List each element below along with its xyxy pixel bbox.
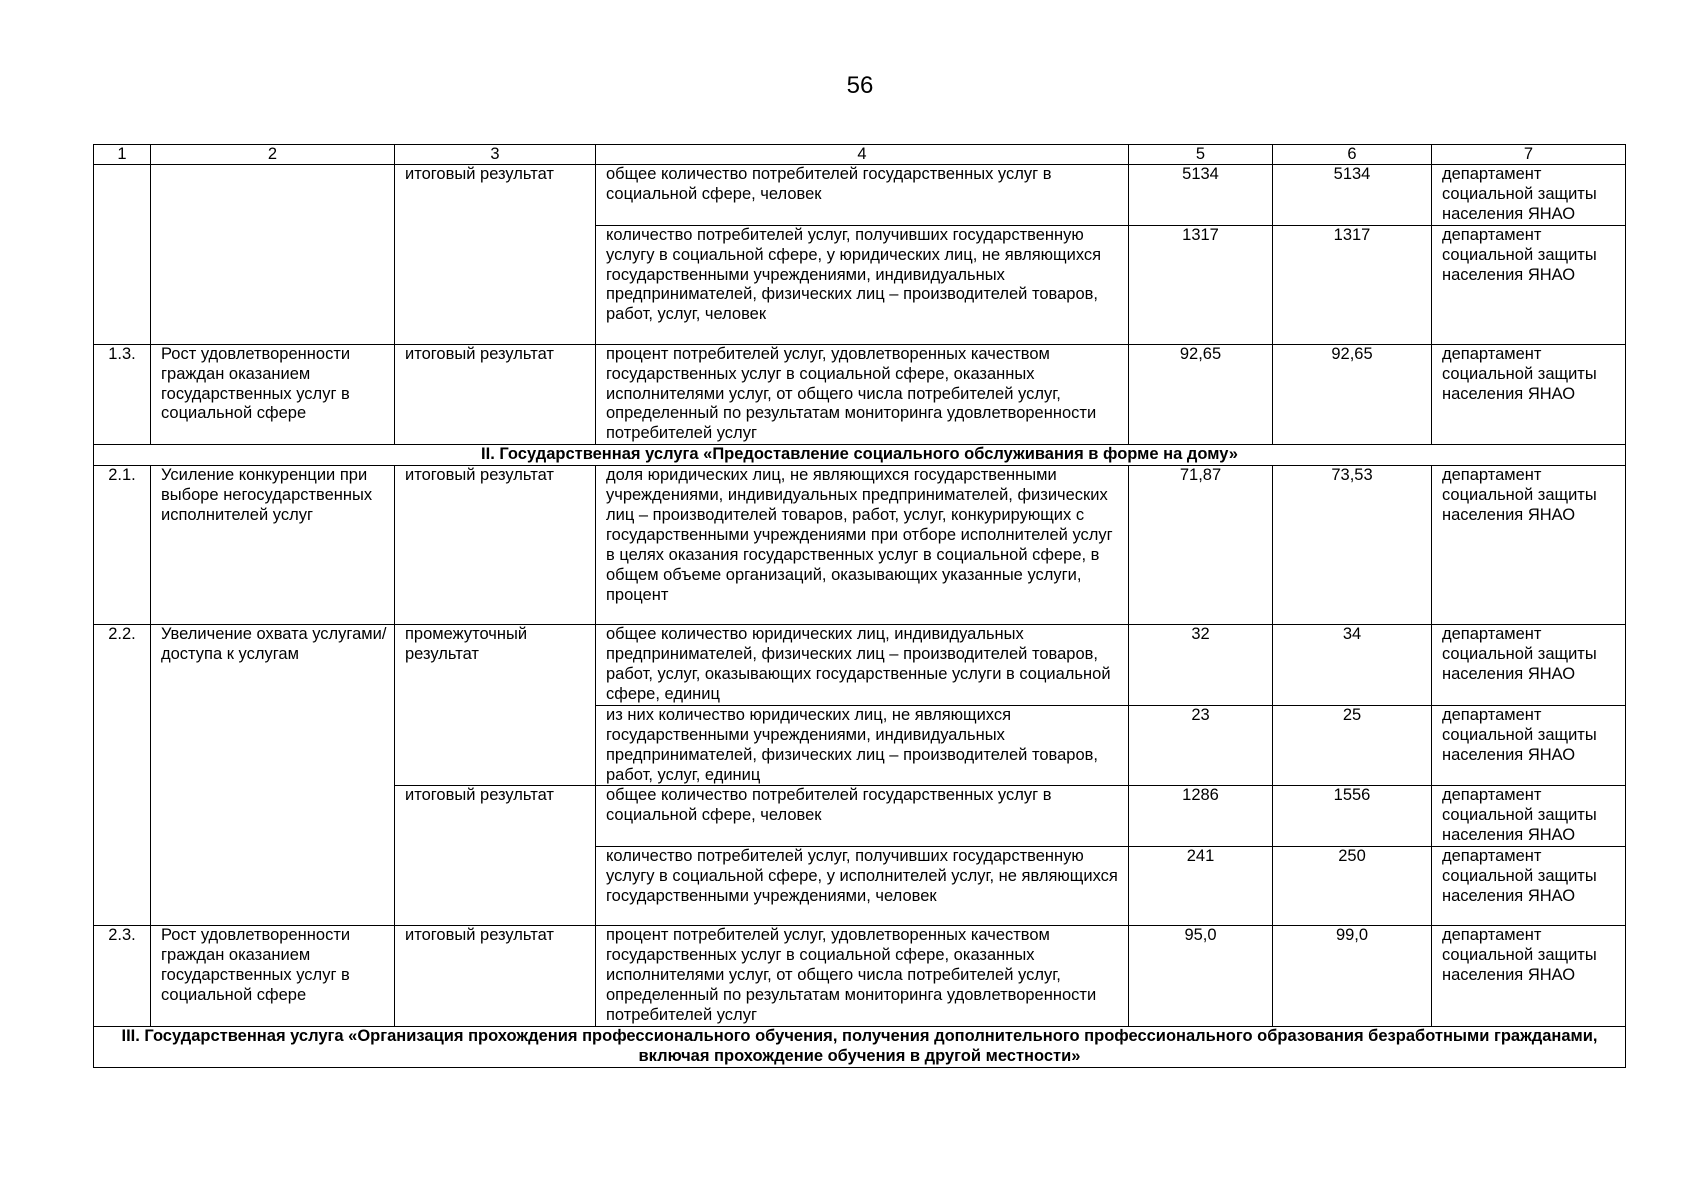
section-row — [94, 445, 1626, 466]
indicator-cell: количество потребителей услуг, получивших государственную услугу в социальной сфере, у исполнителей услуг, не являющихся государственными учреждениями, человек — [596, 847, 1129, 926]
responsible-cell: департамент социальной защиты населения ЯНАО — [1432, 847, 1626, 926]
indicator-cell: общее количество потребителей государственных услуг в социальной сфере, человек — [596, 786, 1129, 847]
row-number-cell: 1.3. — [94, 344, 151, 445]
responsible-cell: департамент социальной защиты населения ЯНАО — [1432, 625, 1626, 706]
table-row — [94, 625, 1626, 706]
responsible-cell: департамент социальной защиты населения ЯНАО — [1432, 926, 1626, 1027]
result-type-cell: итоговый результат — [395, 926, 596, 1027]
header-cell: 5 — [1129, 145, 1273, 165]
result-type-cell: итоговый результат — [395, 344, 596, 445]
results-table — [93, 144, 1626, 1068]
goal-cell: Рост удовлетворенности граждан оказанием государственных услуг в социальной сфере — [151, 344, 395, 445]
table-row — [94, 466, 1626, 625]
table-row — [94, 926, 1626, 1027]
value-cell: 99,0 — [1273, 926, 1432, 1027]
responsible-cell: департамент социальной защиты населения ЯНАО — [1432, 225, 1626, 344]
indicator-cell: общее количество юридических лиц, индивидуальных предпринимателей, физических лиц – производителей товаров, работ, услуг, оказывающих государственные услуги в социальной сфере, единиц — [596, 625, 1129, 706]
value-cell: 5134 — [1273, 165, 1432, 226]
goal-cell — [151, 165, 395, 345]
value-cell: 32 — [1129, 625, 1273, 706]
value-cell: 25 — [1273, 705, 1432, 786]
row-number-cell: 2.1. — [94, 466, 151, 625]
goal-cell: Рост удовлетворенности граждан оказанием государственных услуг в социальной сфере — [151, 926, 395, 1027]
row-number-cell: 2.3. — [94, 926, 151, 1027]
value-cell: 250 — [1273, 847, 1432, 926]
indicator-cell: количество потребителей услуг, получивших государственную услугу в социальной сфере, у юридических лиц, не являющихся государственными учреждениями, индивидуальных предпринимателей, физических лиц – производителей товаров, работ, услуг, человек — [596, 225, 1129, 344]
result-type-cell: итоговый результат — [395, 165, 596, 345]
value-cell: 1556 — [1273, 786, 1432, 847]
row-number-cell — [94, 165, 151, 345]
header-cell: 6 — [1273, 145, 1432, 165]
value-cell: 71,87 — [1129, 466, 1273, 625]
result-type-cell: промежуточный результат — [395, 625, 596, 786]
page-number: 56 — [846, 72, 874, 99]
responsible-cell: департамент социальной защиты населения ЯНАО — [1432, 344, 1626, 445]
indicator-cell: из них количество юридических лиц, не являющихся государственными учреждениями, индивидуальных предпринимателей, физических лиц – производителей товаров, работ, услуг, единиц — [596, 705, 1129, 786]
row-number-cell: 2.2. — [94, 625, 151, 926]
value-cell: 5134 — [1129, 165, 1273, 226]
result-type-cell: итоговый результат — [395, 786, 596, 926]
value-cell: 23 — [1129, 705, 1273, 786]
indicator-cell: доля юридических лиц, не являющихся государственными учреждениями, индивидуальных предпринимателей, физических лиц – производителей товаров, работ, услуг, конкурирующих с государственными учреждениями при отборе исполнителей услуг в целях оказания государственных услуг в социальной сфере, в общем объеме организаций, оказывающих указанные услуги, процент — [596, 466, 1129, 625]
header-cell: 3 — [395, 145, 596, 165]
indicator-cell: общее количество потребителей государственных услуг в социальной сфере, человек — [596, 165, 1129, 226]
goal-cell: Усиление конкуренции при выборе негосударственных исполнителей услуг — [151, 466, 395, 625]
value-cell: 95,0 — [1129, 926, 1273, 1027]
header-cell: 7 — [1432, 145, 1626, 165]
responsible-cell: департамент социальной защиты населения ЯНАО — [1432, 705, 1626, 786]
value-cell: 92,65 — [1273, 344, 1432, 445]
responsible-cell: департамент социальной защиты населения ЯНАО — [1432, 466, 1626, 625]
result-type-cell: итоговый результат — [395, 466, 596, 625]
value-cell: 241 — [1129, 847, 1273, 926]
section-title: II. Государственная услуга «Предоставление социального обслуживания в форме на дому» — [94, 445, 1626, 466]
value-cell: 1286 — [1129, 786, 1273, 847]
table-header-row — [94, 145, 1626, 165]
responsible-cell: департамент социальной защиты населения ЯНАО — [1432, 165, 1626, 226]
header-cell: 2 — [151, 145, 395, 165]
value-cell: 34 — [1273, 625, 1432, 706]
table-row — [94, 344, 1626, 445]
value-cell: 73,53 — [1273, 466, 1432, 625]
header-cell: 4 — [596, 145, 1129, 165]
value-cell: 1317 — [1129, 225, 1273, 344]
section-row — [94, 1026, 1626, 1067]
goal-cell: Увеличение охвата услугами/доступа к услугам — [151, 625, 395, 926]
header-cell: 1 — [94, 145, 151, 165]
responsible-cell: департамент социальной защиты населения ЯНАО — [1432, 786, 1626, 847]
section-title: III. Государственная услуга «Организация прохождения профессионального обучения, получения дополнительного профессионального образования безработными гражданами, включая прохождение обучения в другой местности» — [94, 1026, 1626, 1067]
table-row — [94, 165, 1626, 226]
indicator-cell: процент потребителей услуг, удовлетворенных качеством государственных услуг в социальной сфере, оказанных исполнителями услуг, от общего числа потребителей услуг, определенный по результатам мониторинга удовлетворенности потребителей услуг — [596, 344, 1129, 445]
value-cell: 92,65 — [1129, 344, 1273, 445]
value-cell: 1317 — [1273, 225, 1432, 344]
indicator-cell: процент потребителей услуг, удовлетворенных качеством государственных услуг в социальной сфере, оказанных исполнителями услуг, от общего числа потребителей услуг, определенный по результатам мониторинга удовлетворенности потребителей услуг — [596, 926, 1129, 1027]
